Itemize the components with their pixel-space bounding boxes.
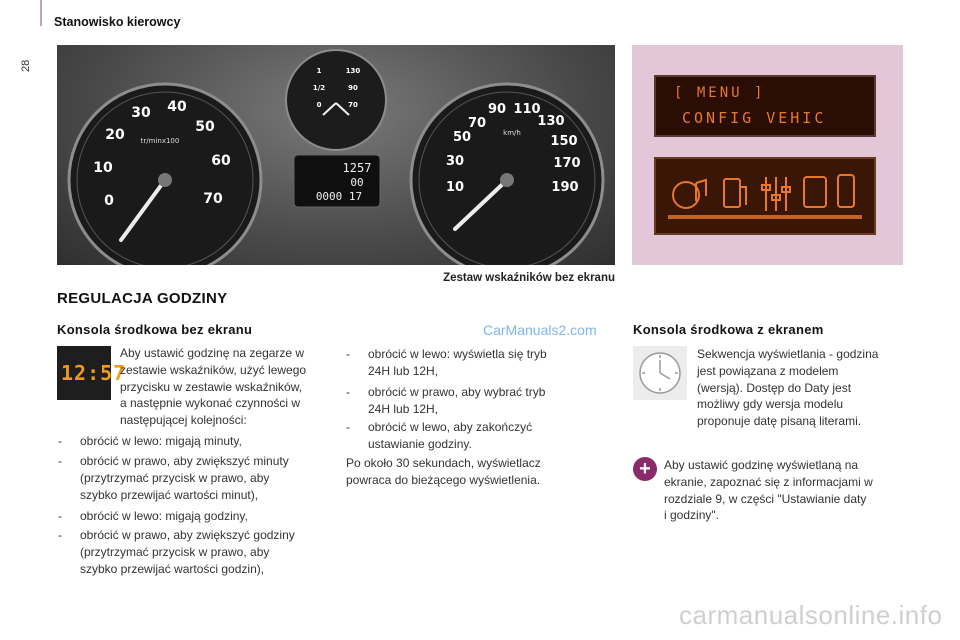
temp-label-70: 70 xyxy=(348,101,358,109)
speedometer-hub xyxy=(500,173,514,187)
fuel-pump-icon xyxy=(724,179,740,207)
fuel-label-empty: 0 xyxy=(316,101,322,109)
mid-step-3: - obrócić w lewo, aby zakończyć ustawianie godziny. xyxy=(346,419,532,453)
temp-label-130: 130 xyxy=(345,67,361,75)
left-intro: Aby ustawić godzinę na zegarze w zestawie wskaźników, użyć lewego przycisku w zestawie wskaźników, a następnie wykonać czynności w następującej kolejności: xyxy=(120,346,307,428)
tacho-label-60: 60 xyxy=(211,153,231,169)
tacho-label-10: 10 xyxy=(93,160,113,176)
header-accent-bar xyxy=(40,0,42,26)
info-plus-icon: + xyxy=(633,457,657,481)
speedo-label-30: 30 xyxy=(445,154,465,169)
fuel-label-half: 1/2 xyxy=(312,84,326,92)
phone-icon xyxy=(838,175,854,207)
fuel-label-full: 1 xyxy=(316,67,322,75)
tacho-label-40: 40 xyxy=(167,99,187,115)
speedo-label-170: 170 xyxy=(553,156,581,171)
mid-closing: Po około 30 sekundach, wyświetlacz powraca do bieżącego wyświetlenia. xyxy=(346,456,541,487)
speedo-label-150: 150 xyxy=(550,134,578,149)
watermark-top[interactable]: CarManuals2.com xyxy=(483,322,597,338)
left-step-2: - obrócić w prawo, aby zwiększyć minuty (przytrzymać przycisk w prawo, aby szybko przewijać wartości minut), xyxy=(58,453,289,503)
temp-label-90: 90 xyxy=(348,84,358,92)
left-step-3: - obrócić w lewo: migają godziny, xyxy=(58,508,248,525)
tacho-label-50: 50 xyxy=(195,119,215,135)
section-title: Stanowisko kierowcy xyxy=(54,15,181,29)
instrument-cluster-image xyxy=(57,45,615,265)
mid-step-1: - obrócić w lewo: wyświetla się tryb 24H lub 12H, xyxy=(346,346,547,380)
speedo-label-190: 190 xyxy=(551,180,579,195)
cluster-caption: Zestaw wskaźników bez ekranu xyxy=(443,272,615,284)
speedo-label-90: 90 xyxy=(487,102,507,117)
right-sequence-text: Sekwencja wyświetlania - godzina jest powiązana z modelem (wersją). Dostęp do Daty jest możliwy gdy wersja modelu proponuje datę pisaną literami. xyxy=(697,347,879,429)
lcd-trip: 00 xyxy=(350,176,364,189)
tacho-label-70: 70 xyxy=(203,191,223,207)
right-note-text: Aby ustawić godzinę wyświetlaną na ekranie, zapoznać się z informacjami w rozdziale 9, w części "Ustawianie daty i godziny". xyxy=(664,458,873,523)
cluster-drawing xyxy=(57,45,615,265)
digital-clock-thumbnail xyxy=(57,346,127,400)
info-panel-icon xyxy=(804,177,826,207)
speedo-label-50: 50 xyxy=(452,130,472,145)
watermark-bottom: carmanualsonline.info xyxy=(679,600,943,630)
left-step-4: - obrócić w prawo, aby zwiększyć godziny (przytrzymać przycisk w prawo, aby szybko przewijać wartości godzin), xyxy=(58,527,295,577)
left-col-heading: Konsola środkowa bez ekranu xyxy=(57,322,253,337)
menu-screen xyxy=(654,75,876,137)
menu-line-1: [ MENU ] xyxy=(674,85,766,101)
menu-line-2: CONFIG VEHIC xyxy=(682,109,827,127)
speedo-label-70: 70 xyxy=(467,116,487,131)
main-heading: REGULACJA GODZINY xyxy=(57,290,228,307)
fuel-temp-dial xyxy=(286,50,386,150)
mid-step-2: - obrócić w prawo, aby wybrać tryb 24H lub 12H, xyxy=(346,384,545,418)
right-col-heading: Konsola środkowa z ekranem xyxy=(633,322,824,337)
tacho-label-30: 30 xyxy=(131,105,151,121)
speedometer-unit: km/h xyxy=(503,129,521,137)
digital-clock-value: 12:57 xyxy=(61,361,127,385)
tacho-label-20: 20 xyxy=(105,127,125,143)
page-number: 28 xyxy=(20,59,32,72)
speedo-label-10: 10 xyxy=(445,180,465,195)
speedo-label-130: 130 xyxy=(537,114,565,129)
lcd-odometer: 0000 17 xyxy=(315,190,363,203)
analog-clock-thumbnail xyxy=(633,346,687,400)
left-step-1: - obrócić w lewo: migają minuty, xyxy=(58,433,242,450)
speedo-label-110: 110 xyxy=(513,102,541,117)
lcd-clock: 1257 xyxy=(342,161,372,175)
function-icons xyxy=(656,159,874,233)
icons-screen xyxy=(654,157,876,235)
analog-clock-icon xyxy=(633,346,687,400)
display-panel-image xyxy=(632,45,903,265)
tachometer-hub xyxy=(158,173,172,187)
tachometer-unit: tr/minx100 xyxy=(140,137,180,145)
tacho-label-0: 0 xyxy=(104,193,114,209)
